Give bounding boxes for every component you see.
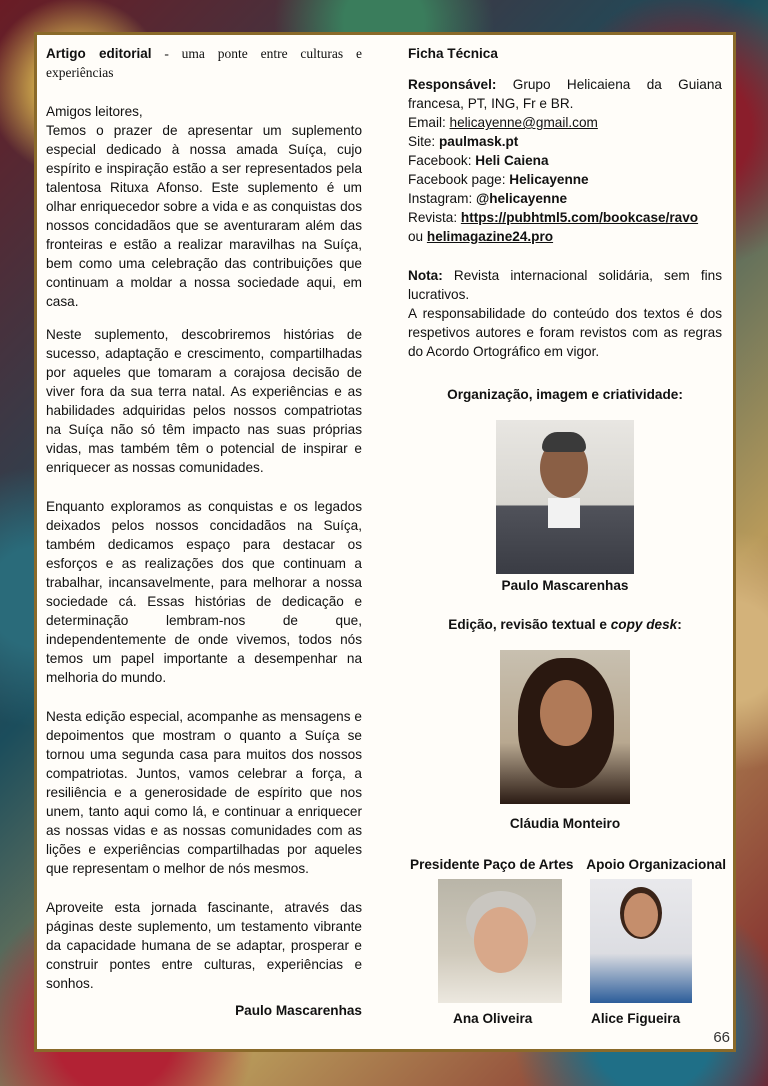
- page-number: 66: [713, 1029, 730, 1046]
- site-line: Site: paulmask.pt: [408, 134, 519, 149]
- nota: Nota: Revista internacional solidária, sem fins lucrativos.: [408, 268, 722, 302]
- revista-link[interactable]: https://pubhtml5.com/bookcase/ravo: [460, 210, 699, 225]
- alice-photo: [590, 879, 692, 1003]
- editorial-paragraph-1: Temos o prazer de apresentar um suplemento especial dedicado à nossa amada Suíça, cujo espírito e inspiração estão a ser representados pela talentosa Rituxa Afonso. Este suplemento é um olhar enriquecedor sobre a vida e as conquistas dos nossos concidadãos que se aventuraram além das fronteiras e estão a realizar maravilhas na Suíça, bem como uma celebração das contribuições que continuam a moldar a nossa sociedade aqui, em casa.: [46, 123, 362, 309]
- responsavel: Responsável: Grupo Helicaiena da Guiana francesa, PT, ING, Fr e BR.: [408, 77, 722, 111]
- ou-line: ou helimagazine24.pro: [408, 229, 554, 244]
- responsabilidade-text: A responsabilidade do conteúdo dos textos é dos respetivos autores e foram revistos com as regras do Acordo Ortográfico em vigor.: [408, 306, 722, 359]
- editorial-paragraph-5: Aproveite esta jornada fascinante, através das páginas deste suplemento, um testamento vibrante da capacidade humana de se adaptar, prosperar e construir pontes entre culturas, experiências e sonhos.: [46, 900, 362, 991]
- organizacao-title: Organização, imagem e criatividade:: [447, 387, 683, 402]
- claudia-photo: [500, 650, 630, 804]
- ficha-title: Ficha Técnica: [408, 46, 498, 61]
- signature: Paulo Mascarenhas: [235, 1003, 362, 1018]
- editorial-column: [46, 44, 362, 1034]
- editorial-paragraph-4: Nesta edição especial, acompanhe as mensagens e depoimentos que mostram o quanto a Suíça se tornou uma segunda casa para muitos dos nossos compatriotas. Juntos, vamos celebrar a força, a resiliência e a generosidade de espírito que nos unem, tanto aqui como lá, e continuar a enriquecer as nossas vidas e as nossas comunidades com as lições e experiências compartilhadas por aqueles que representam o melhor de nós mesmos.: [46, 709, 362, 876]
- presidente-title: Presidente Paço de Artes: [410, 857, 574, 872]
- edicao-name: Cláudia Monteiro: [509, 816, 621, 831]
- helimagazine-link[interactable]: helimagazine24.pro: [426, 229, 554, 244]
- bottom-names: [408, 1009, 722, 1029]
- editorial-paragraph-3: Enquanto exploramos as conquistas e os legados deixados pelos nossos concidadãos na Suíça, também dedicamos espaço para destacar os esforços e as realizações dos que continuam a trabalhar, incansavelmente, para melhorar a nossa sociedade cá. Essas histórias de dedicação e determinação lembram-nos de que, independentemente de onde vivemos, todos nós temos um papel importante a desempenhar na melhoria do mundo.: [46, 499, 362, 685]
- apoio-title: Apoio Organizacional: [586, 857, 726, 872]
- apoio-name: Alice Figueira: [591, 1011, 681, 1026]
- bottom-titles: [408, 855, 726, 875]
- email-link[interactable]: helicayenne@gmail.com: [449, 115, 598, 130]
- organizacao-name: Paulo Mascarenhas: [501, 578, 629, 593]
- editorial-paragraph-2: Neste suplemento, descobriremos histórias de sucesso, adaptação e crescimento, compartilhadas por aqueles que tomaram a corajosa decisão de viver fora da sua terra natal. As experiências e as habilidades adquiridas pelos nossos compatriotas na Suíça não só têm impacto nas suas próprias vidas, mas também têm o potencial de inspirar e enriquecer as nossas comunidades.: [46, 327, 362, 475]
- editorial-title: Artigo editorial - uma ponte entre culturas e experiências: [46, 46, 362, 80]
- greeting: Amigos leitores,: [46, 104, 143, 119]
- revista-line: Revista: https://pubhtml5.com/bookcase/ravo: [408, 210, 699, 225]
- instagram-line: Instagram: @helicayenne: [408, 191, 568, 206]
- presidente-name: Ana Oliveira: [453, 1011, 533, 1026]
- paulo-photo: [496, 420, 634, 574]
- email-line: Email: helicayenne@gmail.com: [408, 115, 598, 130]
- bottom-photos: [408, 879, 722, 1005]
- facebook-page-line: Facebook page: Helicayenne: [408, 172, 589, 187]
- facebook-line: Facebook: Heli Caiena: [408, 153, 549, 168]
- ana-photo: [438, 879, 562, 1003]
- site-link[interactable]: paulmask.pt: [438, 134, 519, 149]
- ficha-tecnica-column: [408, 44, 726, 1029]
- edicao-title: Edição, revisão textual e copy desk:: [448, 617, 682, 632]
